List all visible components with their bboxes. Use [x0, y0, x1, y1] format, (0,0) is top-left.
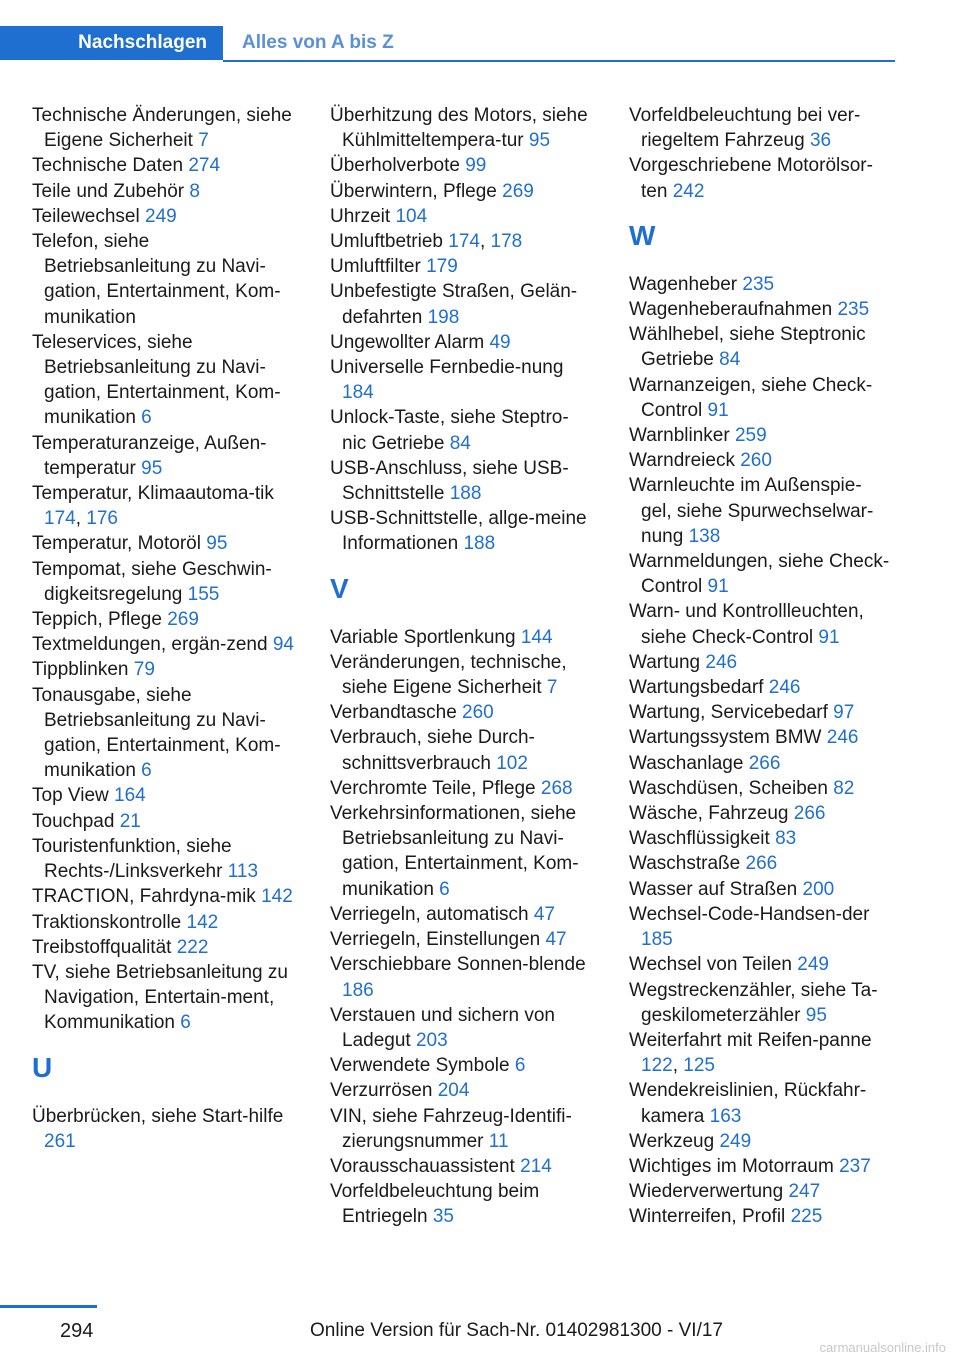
index-entry	[629, 297, 891, 322]
page-reference-link[interactable]: 95	[528, 130, 551, 152]
index-entry	[330, 103, 592, 153]
page-reference-link[interactable]: 95	[141, 457, 163, 479]
index-entry	[629, 877, 891, 902]
page-reference-link[interactable]: 179	[426, 256, 458, 278]
index-entry	[629, 1179, 891, 1204]
index-entry	[330, 801, 592, 902]
page-reference-link[interactable]: 188	[463, 533, 496, 555]
index-entry	[330, 625, 592, 650]
index-entry-text: Verschiebbare Sonnen-blende	[330, 954, 586, 976]
index-entry	[32, 431, 294, 481]
index-entry	[330, 700, 592, 725]
index-entry-text: Verbandtasche	[330, 702, 457, 724]
page-reference-link[interactable]: 125	[683, 1055, 715, 1077]
index-entry	[32, 884, 294, 909]
index-entry	[330, 725, 592, 775]
index-entry-text: Verchromte Teile, Pflege	[330, 777, 536, 799]
header-rule	[223, 60, 895, 62]
index-entry-text: Wartungssystem BMW	[629, 727, 822, 749]
page-reference-link[interactable]: 102	[496, 752, 528, 774]
index-entry: Weiterfahrt mit Reifen-panne 122, 125	[629, 1029, 872, 1077]
index-entry	[330, 204, 592, 229]
index-entry	[32, 632, 294, 657]
page-reference-link[interactable]: 155	[187, 583, 220, 605]
page-reference-link[interactable]: 82	[833, 777, 855, 799]
page-reference-link[interactable]: 246	[826, 727, 859, 749]
section-tab-active: Nachschlagen	[0, 26, 223, 60]
index-entry-text: Uhrzeit	[330, 205, 391, 227]
page-reference-link[interactable]: 6	[439, 878, 450, 900]
index-entry	[629, 373, 891, 423]
footer-rule	[0, 1305, 97, 1308]
page-reference-link[interactable]: 6	[180, 1012, 191, 1034]
page-reference-link[interactable]: 122	[641, 1055, 673, 1077]
index-entry-text: Tempomat, siehe Geschwin-digkeitsregelung	[32, 558, 272, 605]
page-reference-link[interactable]: 261	[44, 1130, 76, 1152]
page-reference-link[interactable]: 266	[745, 853, 778, 875]
index-entry-text: Teile und Zubehör	[32, 180, 185, 202]
page-reference-link[interactable]: 247	[788, 1181, 821, 1203]
page-reference-link[interactable]: 214	[520, 1155, 552, 1177]
page-reference-link[interactable]: 99	[465, 155, 487, 177]
page-reference-link[interactable]: 174	[44, 508, 76, 530]
page-reference-link[interactable]: 163	[709, 1105, 742, 1127]
index-entry	[32, 834, 294, 884]
index-entry-text: Wartung	[629, 651, 701, 673]
index-entry	[330, 1179, 592, 1229]
index-entry-text: Werkzeug	[629, 1130, 715, 1152]
index-entry	[330, 456, 592, 506]
page-number: 294	[60, 1320, 94, 1342]
index-entry-text: Umluftbetrieb	[330, 231, 443, 253]
index-entry	[32, 1104, 294, 1154]
index-entry	[32, 960, 294, 1036]
page-reference-link[interactable]: 91	[818, 626, 840, 648]
index-entry	[629, 599, 891, 649]
index-entry-text: Wartung, Servicebedarf	[629, 702, 828, 724]
page-reference-link[interactable]: 174	[448, 231, 480, 253]
index-entry-text: Wechsel von Teilen	[629, 954, 793, 976]
page-reference-link[interactable]: 6	[141, 407, 152, 429]
index-entry	[330, 776, 592, 801]
index-entry	[629, 776, 891, 801]
index-entry-text: Waschstraße	[629, 853, 741, 875]
index-entry	[629, 1154, 891, 1179]
index-column-2	[330, 103, 592, 1230]
page-reference-link[interactable]: 186	[342, 979, 374, 1001]
page-reference-link[interactable]: 113	[227, 861, 259, 883]
page-reference-link[interactable]: 235	[837, 299, 870, 321]
index-entry-text: Wichtiges im Motorraum	[629, 1155, 834, 1177]
index-entry-text: Vorgeschriebene Motorölsor-ten	[629, 155, 873, 202]
index-entry-text: Teleservices, siehe Betriebsanleitung zu Navi-gation, Entertainment, Kom-munikation	[32, 331, 281, 429]
index-entry-text: Überholverbote	[330, 155, 460, 177]
index-entry-text: Verstauen und sichern von Ladegut	[330, 1004, 555, 1051]
index-letter: U	[32, 1051, 53, 1083]
page-reference-link[interactable]: 249	[797, 954, 829, 976]
index-entry	[629, 801, 891, 826]
page-reference-link[interactable]: 237	[839, 1155, 871, 1177]
index-entry-text: Textmeldungen, ergän-zend	[32, 634, 268, 656]
index-entry	[330, 1104, 592, 1154]
page-reference-link[interactable]: 266	[748, 752, 781, 774]
index-entry	[32, 809, 294, 834]
index-entry-text: Wechsel-Code-Handsen-der	[629, 903, 870, 925]
index-entry	[629, 549, 891, 599]
index-entry	[629, 423, 891, 448]
index-entry-text: Wendekreislinien, Rückfahr-kamera	[629, 1080, 867, 1127]
index-entry	[629, 272, 891, 297]
page-reference-link[interactable]: 200	[802, 878, 835, 900]
index-entry-text: Veränderungen, technische, siehe Eigene Sicherheit	[330, 651, 567, 699]
index-entry	[32, 179, 294, 204]
index-entry	[330, 179, 592, 204]
index-entry-text: Temperaturanzeige, Außen-temperatur	[32, 432, 267, 479]
page-reference-link[interactable]: 95	[206, 533, 228, 555]
index-entry	[629, 826, 891, 851]
index-entry-text: Wiederverwertung	[629, 1181, 784, 1203]
index-entry	[32, 531, 294, 556]
page-reference-link[interactable]: 79	[133, 659, 155, 681]
index-entry	[32, 935, 294, 960]
index-entry-text: Winterreifen, Profil	[629, 1206, 786, 1228]
index-entry-text: Unbefestigte Straßen, Gelän-defahrten	[330, 281, 578, 328]
index-entry	[629, 902, 891, 952]
index-entry-text: Unlock-Taste, siehe Steptro-nic Getriebe	[330, 407, 569, 454]
index-entry-text: Tippblinken	[32, 659, 129, 681]
index-letter: W	[629, 219, 656, 251]
page-reference-link[interactable]: 142	[261, 886, 293, 908]
index-entry-text: Ungewollter Alarm	[330, 331, 485, 353]
index-entry-text: Warnmeldungen, siehe Check-Control	[629, 551, 890, 598]
index-entry	[330, 1154, 592, 1179]
index-entry	[629, 675, 891, 700]
index-entry-text: Technische Daten	[32, 155, 184, 177]
index-entry	[32, 657, 294, 682]
index-entry	[629, 153, 891, 203]
page-reference-link[interactable]: 84	[719, 349, 741, 371]
page-reference-link[interactable]: 259	[734, 425, 767, 447]
page-reference-link[interactable]: 36	[809, 130, 832, 152]
section-tab-inactive: Alles von A bis Z	[242, 32, 394, 53]
index-entry	[629, 103, 891, 153]
index-entry	[330, 506, 592, 556]
page-reference-link[interactable]: 204	[437, 1080, 470, 1102]
index-entry	[330, 952, 592, 1002]
index-entry	[330, 650, 592, 700]
page-reference-link[interactable]: 269	[502, 180, 534, 202]
page-reference-link[interactable]: 6	[514, 1055, 526, 1077]
index-entry	[330, 254, 592, 279]
index-entry	[629, 725, 891, 750]
index-entry	[330, 902, 592, 927]
page-reference-link[interactable]: 242	[672, 180, 705, 202]
page-reference-link[interactable]: 6	[141, 760, 152, 782]
index-entry: Umluftbetrieb 174, 178	[330, 231, 523, 253]
page-header	[0, 26, 895, 62]
page-reference-link[interactable]: 249	[145, 205, 177, 227]
index-entry-text: Variable Sportlenkung	[330, 626, 516, 648]
index-entry-text: Verriegeln, Einstellungen	[330, 929, 541, 951]
index-entry-text: Temperatur, Klimaautoma-tik	[32, 483, 274, 505]
index-column-3	[629, 103, 891, 1230]
index-entry-text: Teppich, Pflege	[32, 609, 162, 631]
index-entry-text: Warnleuchte im Außenspie-gel, siehe Spurwechselwar-nung	[629, 475, 874, 547]
page-reference-link[interactable]: 260	[462, 702, 494, 724]
page-reference-link[interactable]: 142	[186, 911, 219, 933]
index-entry	[629, 1129, 891, 1154]
page-reference-link[interactable]: 266	[793, 803, 826, 825]
index-entry	[32, 204, 294, 229]
index-letter: V	[330, 572, 349, 604]
index-entry	[629, 448, 891, 473]
index-entry-text: Wagenheber	[629, 273, 738, 295]
page-reference-link[interactable]: 268	[540, 777, 573, 799]
index-entry-text: Warn- und Kontrollleuchten, siehe Check-Control	[629, 601, 864, 648]
index-entry	[330, 153, 592, 178]
page-reference-link[interactable]: 246	[768, 677, 801, 699]
index-entry	[32, 229, 294, 330]
page-reference-link[interactable]: 164	[114, 785, 146, 807]
index-entry	[629, 751, 891, 776]
index-entry	[629, 1078, 891, 1128]
index-entry	[629, 978, 891, 1028]
index-entry-text: Weiterfahrt mit Reifen-panne	[629, 1029, 872, 1051]
page-reference-link[interactable]: 91	[707, 399, 729, 421]
index-entry-text: Waschanlage	[629, 752, 744, 774]
index-entry	[32, 910, 294, 935]
index-entry-text: Waschflüssigkeit	[629, 828, 770, 850]
page-reference-link[interactable]: 260	[740, 450, 772, 472]
index-entry	[32, 557, 294, 607]
index-entry-text: Wasser auf Straßen	[629, 878, 798, 900]
index-entry	[330, 355, 592, 405]
page-reference-link[interactable]: 94	[272, 634, 294, 656]
index-entry	[330, 1053, 592, 1078]
index-entry-text: Überhitzung des Motors, siehe Kühlmitteltempera-tur	[330, 105, 588, 152]
page-reference-link[interactable]: 47	[533, 903, 555, 925]
page-reference-link[interactable]: 104	[395, 205, 428, 227]
page-reference-link[interactable]: 235	[742, 273, 775, 295]
page-reference-link[interactable]: 222	[176, 936, 209, 958]
index-entry-text: Warndreieck	[629, 450, 735, 472]
index-entry-text: Verriegeln, automatisch	[330, 903, 529, 925]
index-entry-text: Verzurrösen	[330, 1080, 433, 1102]
index-entry-text: Überbrücken, siehe Start-hilfe	[32, 1105, 284, 1127]
index-entry	[629, 952, 891, 977]
index-entry-text: Überwintern, Pflege	[330, 180, 497, 202]
index-entry	[32, 153, 294, 178]
page-reference-link[interactable]: 91	[707, 576, 729, 598]
index-entry-text: Verwendete Symbole	[330, 1055, 510, 1077]
index-entry	[330, 1078, 592, 1103]
page-reference-link[interactable]: 97	[833, 702, 855, 724]
index-entry-text: Vorfeldbeleuchtung beim Entriegeln	[330, 1181, 540, 1228]
index-entry-text: Wartungsbedarf	[629, 677, 764, 699]
index-entry-text: Wählhebel, siehe Steptronic Getriebe	[629, 324, 866, 371]
index-entry	[32, 103, 294, 153]
index-entry-text: Warnanzeigen, siehe Check-Control	[629, 374, 873, 421]
index-entry	[330, 1003, 592, 1053]
page-reference-link[interactable]: 184	[342, 382, 374, 404]
index-entry-text: Traktionskontrolle	[32, 911, 182, 933]
online-version-note: Online Version für Sach-Nr. 01402981300 - VI/17	[310, 1320, 723, 1341]
index-entry-text: Warnblinker	[629, 425, 730, 447]
index-entry	[330, 330, 592, 355]
index-entry-text: Vorausschauassistent	[330, 1155, 515, 1177]
index-entry	[330, 927, 592, 952]
page-reference-link[interactable]: 11	[488, 1130, 509, 1152]
index-entry	[32, 683, 294, 784]
page-reference-link[interactable]: 249	[719, 1130, 752, 1152]
index-entry	[32, 783, 294, 808]
index-entry-text: Vorfeldbeleuchtung bei ver-riegeltem Fahrzeug	[629, 105, 861, 152]
page-reference-link[interactable]: 269	[167, 609, 199, 631]
index-entry-text: Tonausgabe, siehe Betriebsanleitung zu Navi-gation, Entertainment, Kom-munikation	[32, 684, 281, 782]
index-entry-text: Verbrauch, siehe Durch-schnittsverbrauch	[330, 727, 535, 774]
index-entry-text: Wagenheberaufnahmen	[629, 299, 833, 321]
index-entry-text: Temperatur, Motoröl	[32, 533, 201, 555]
index-entry-text: Verkehrsinformationen, siehe Betriebsanleitung zu Navi-gation, Entertainment, Kom-munikation	[330, 803, 579, 900]
page-reference-link[interactable]: 7	[546, 677, 558, 699]
index-entry	[629, 1204, 891, 1229]
index-entry	[330, 405, 592, 455]
page-reference-link[interactable]: 225	[790, 1206, 823, 1228]
index-entry-text: Technische Änderungen, siehe Eigene Sicherheit	[32, 105, 292, 152]
page-reference-link[interactable]: 203	[415, 1029, 448, 1051]
index-entry-text: Waschdüsen, Scheiben	[629, 777, 828, 799]
index-entry-text: Treibstoffqualität	[32, 936, 172, 958]
index-entry-text: Teilewechsel	[32, 205, 140, 227]
page-reference-link[interactable]: 144	[520, 626, 553, 648]
index-entry-text: Wegstreckenzähler, siehe Ta-geskilometerzähler	[629, 979, 878, 1026]
index-entry-text: Touristenfunktion, siehe Rechts-/Linksverkehr	[32, 835, 232, 883]
index-entry-text: Umluftfilter	[330, 256, 421, 278]
index-entry	[629, 650, 891, 675]
page-reference-link[interactable]: 83	[775, 828, 797, 850]
index-entry	[32, 607, 294, 632]
index-entry-text: Touchpad	[32, 810, 115, 832]
page-reference-link[interactable]: 49	[489, 331, 511, 353]
index-entry-text: VIN, siehe Fahrzeug-Identifi-zierungsnummer	[330, 1105, 572, 1152]
index-entry-text: TRACTION, Fahrdyna-mik	[32, 886, 256, 908]
index-entry-text: Wäsche, Fahrzeug	[629, 803, 789, 825]
index-entry-text: USB-Anschluss, siehe USB-Schnittstelle	[330, 457, 569, 505]
page-reference-link[interactable]: 246	[705, 651, 738, 673]
index-entry	[330, 279, 592, 329]
index-entry	[629, 700, 891, 725]
page-reference-link[interactable]: 188	[449, 483, 482, 505]
page-reference-link[interactable]: 176	[86, 508, 118, 530]
index-column-1	[32, 103, 294, 1154]
index-entry-text: Telefon, siehe Betriebsanleitung zu Navi-gation, Entertainment, Kom-munikation	[32, 231, 281, 328]
page-reference-link[interactable]: 21	[119, 810, 141, 832]
page-reference-link[interactable]: 7	[198, 130, 209, 152]
page-reference-link[interactable]: 274	[188, 155, 221, 177]
page-reference-link[interactable]: 198	[427, 306, 460, 328]
index-entry	[629, 322, 891, 372]
page-reference-link[interactable]: 178	[490, 231, 523, 253]
index-entry: Temperatur, Klimaautoma-tik 174, 176	[32, 483, 274, 530]
page-reference-link[interactable]: 95	[805, 1004, 827, 1026]
watermark: carmanualsonline.info	[819, 1340, 946, 1355]
page-reference-link[interactable]: 8	[189, 180, 200, 202]
index-entry-text: TV, siehe Betriebsanleitung zu Navigation, Entertain-ment, Kommunikation	[32, 961, 288, 1034]
index-entry-text: Universelle Fernbedie-nung	[330, 357, 564, 379]
page-reference-link[interactable]: 47	[545, 929, 567, 951]
index-entry	[32, 330, 294, 431]
page-reference-link[interactable]: 84	[449, 432, 471, 454]
page-reference-link[interactable]: 185	[641, 929, 673, 951]
index-entry	[629, 851, 891, 876]
page-reference-link[interactable]: 138	[688, 525, 721, 547]
page-reference-link[interactable]: 35	[432, 1206, 454, 1228]
index-entry	[629, 473, 891, 549]
index-entry-text: Top View	[32, 785, 109, 807]
index-entry-text: USB-Schnittstelle, allge-meine Informationen	[330, 508, 587, 555]
